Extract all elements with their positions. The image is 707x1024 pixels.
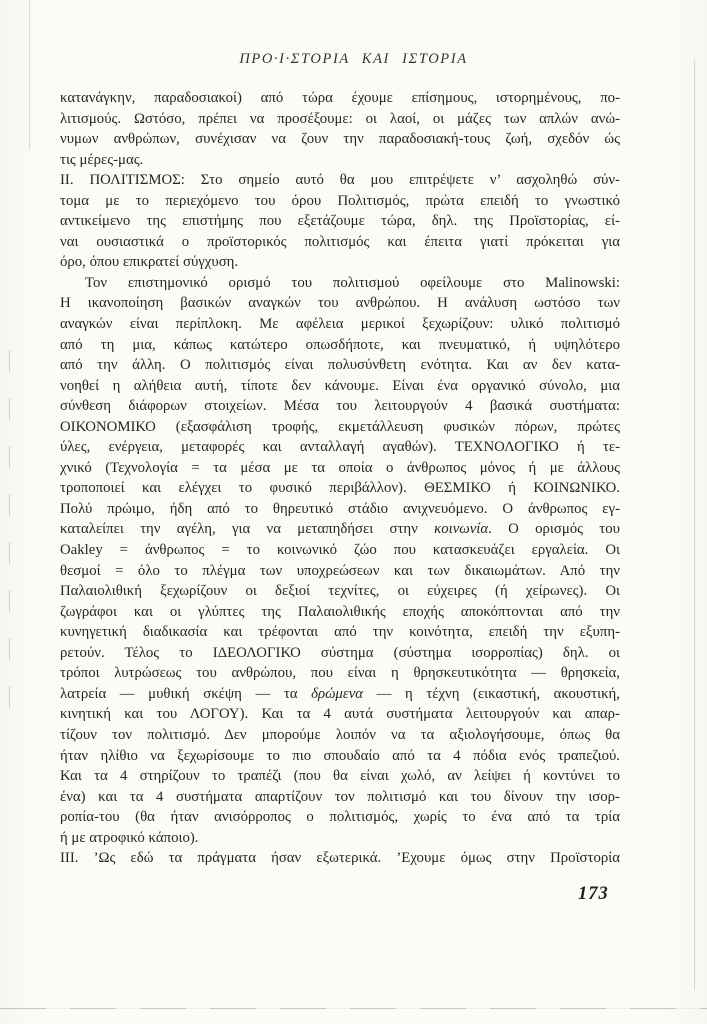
text-line: από την άλλη. Ο πολιτισμός είναι πολυσύνθετη ενότητα. Και αν δεν κατα- <box>60 357 620 374</box>
text-line: Oakley = άνθρωπος = το κοινωνικό ζώο που κατασκευάζει εργαλεία. Οι <box>60 542 620 559</box>
text-line: ήταν ηλίθιο να ξεχωρίσουμε το πιο σπουδαίο από τα 4 πόδια ενός τραπεζιού. <box>60 747 620 764</box>
text-line: καταλείπει την αγέλη, για να μεταπηδήσει στην κοινωνία. Ο ορισμός του <box>60 521 620 538</box>
text-line: ύλες, ενέργεια, μεταφορές και ανταλλαγή αγαθών). ΤΕΧΝΟΛΟΓΙΚΟ ή τε- <box>60 439 620 456</box>
running-header: ΠΡΟ·Ι·ΣΤΟΡΙΑ ΚΑΙ ΙΣΤΟΡΙΑ <box>239 51 468 67</box>
text-line: τις μέρες-μας. <box>60 151 144 168</box>
text-line: τομα με το περιεχόμενο του όρου Πολιτισμός, πρώτα επειδή το γνωστικό <box>60 192 620 209</box>
text-line: τροποποιεί και ελέγχει το φυσικό περιβάλλον). ΘΕΣΜΙΚΟ ή ΚΟΙΝΩΝΙΚΟ. <box>60 480 620 497</box>
paragraph <box>60 273 620 848</box>
text-line: ζωγράφοι και οι γλύπτες της Παλαιολιθικής εποχής αποκόπτονται από την <box>60 603 620 620</box>
text-line: όρο, όπου επικρατεί σύγχυση. <box>60 254 239 271</box>
paragraph <box>60 170 620 273</box>
text-line: από τη μια, κάπως κατώτερο οπωσδήποτε, και πνευματικό, ή υψηλότερο <box>60 336 620 353</box>
text-line: ή με ατροφικό κάποιο). <box>60 829 199 846</box>
paragraph <box>60 88 620 170</box>
text-line: ρετούν. Τέλος το ΙΔΕΟΛΟΓΙΚΟ σύστημα (σύστημα ισορροπίας) δηλ. οι <box>60 644 620 661</box>
text-line: νοηθεί η αλήθεια αυτή, τίποτε δεν κάνουμε. Είναι ένα οργανικό σύνολο, μια <box>60 377 620 394</box>
text-line: λιτισμούς. Ωστόσο, πρέπει να προσέξουμε: οι λαοί, οι μάζες των απλών ανώ- <box>60 110 620 127</box>
text-line: ένα) και τα 4 συστήματα απαρτίζουν τον πολιτισμό και του δίνουν την ισορ- <box>60 788 620 805</box>
text-line: Και τα 4 στηρίζουν το τραπέζι (που θα είναι χωλό, αν λείψει ή κοντύνει το <box>60 768 620 785</box>
paragraph <box>60 848 620 869</box>
text-line: ροπία-του (θα ήταν ανισόρροπος ο πολιτισμός, χωρίς το ένα από τα τρία <box>60 809 620 826</box>
text-line: ΙΙΙ. ’Ως εδώ τα πράγματα ήσαν εξωτερικά. ’Εχουμε όμως στην Προϊστορία <box>60 850 620 867</box>
text-line: Η ικανοποίηση βασικών αναγκών του ανθρώπου. Η ανάλυση ωστόσο των <box>60 295 620 312</box>
text-line: τρόποι λυτρώσεως του ανθρώπου, που είναι η θρησκευτικότητα — θρησκεία, <box>60 665 620 682</box>
scan-edge-left-top <box>29 0 30 150</box>
text-line: κατανάγκην, παραδοσιακοί) από τώρα έχουμε επίσημους, ιστορημένους, πο- <box>60 90 620 106</box>
text-line: ΟΙΚΟΝΟΜΙΚΟ (εξασφάλιση τροφής, εκμετάλλευση φυσικών πόρων, πρώτες <box>60 418 620 435</box>
text-line: ναι ουσιαστικά ο προϊστορικός πολιτισμός και έπειτα γιατί πρόκειται για <box>60 233 620 250</box>
text-line: Παλαιολιθική ξεχωρίζουν οι δεξιοί τεχνίτες, οι εύχειρες (ή χείρωνες). Οι <box>60 583 620 600</box>
text-line: ΙΙ. ΠΟΛΙΤΙΣΜΟΣ: Στο σημείο αυτό θα μου επιτρέψετε ν’ ασχοληθώ σύν- <box>60 172 620 189</box>
text-line: θεσμοί = όλο το πλέγμα των υποχρεώσεων και των δικαιωμάτων. Από την <box>60 562 620 579</box>
scan-edge-left <box>9 350 10 730</box>
text-line: σύνθεση διάφορων στοιχείων. Μέσα του λειτουργούν 4 βασικά συστήματα: <box>60 398 620 415</box>
text-line: κυνηγετική διαδικασία και τρέφονται από την κοινότητα, επειδή την εξυπη- <box>60 624 620 641</box>
text-line: αντικείμενο της επιστήμης που εξετάζουμε τώρα, δηλ. της Προϊστορίας, εί- <box>60 213 620 230</box>
text-line: Τον επιστημονικό ορισμό του πολιτισμού οφείλουμε στο Malinowski: <box>85 274 620 291</box>
text-line: χνικό (Τεχνολογία = τα μέσα με τα οποία ο άνθρωπος μόνος ή με άλλους <box>60 459 620 476</box>
page-number: 173 <box>578 884 609 904</box>
text-line: Πολύ πρώιμο, ήδη από το θηρευτικό στάδιο ανιχνευόμενο. Ο άνθρωπος εγ- <box>60 500 620 517</box>
text-line: λατρεία — μυθική σκέψη — τα δρώμενα — η τέχνη (εικαστική, ακουστική, <box>60 685 620 702</box>
scan-edge-right <box>694 60 695 990</box>
text-line: τίζουν τον πολιτισμό. Δεν μπορούμε λοιπόν να τα αξιολογήσουμε, όπως θα <box>60 726 620 743</box>
text-line: νυμων ανθρώπων, συνέχισαν να ζουν την παραδοσιακή-τους ζωή, σχεδόν ώς <box>60 131 620 148</box>
body-text <box>60 88 620 869</box>
scan-edge-bottom <box>0 1008 707 1009</box>
text-line: κινητική και του ΛΟΓΟΥ). Και τα 4 αυτά συστήματα λειτουργούν και απαρ- <box>60 706 620 723</box>
text-line: αναγκών είναι περίπλοκη. Με αφέλεια μερικοί ξεχωρίζουν: υλικό πολιτισμό <box>60 316 620 333</box>
